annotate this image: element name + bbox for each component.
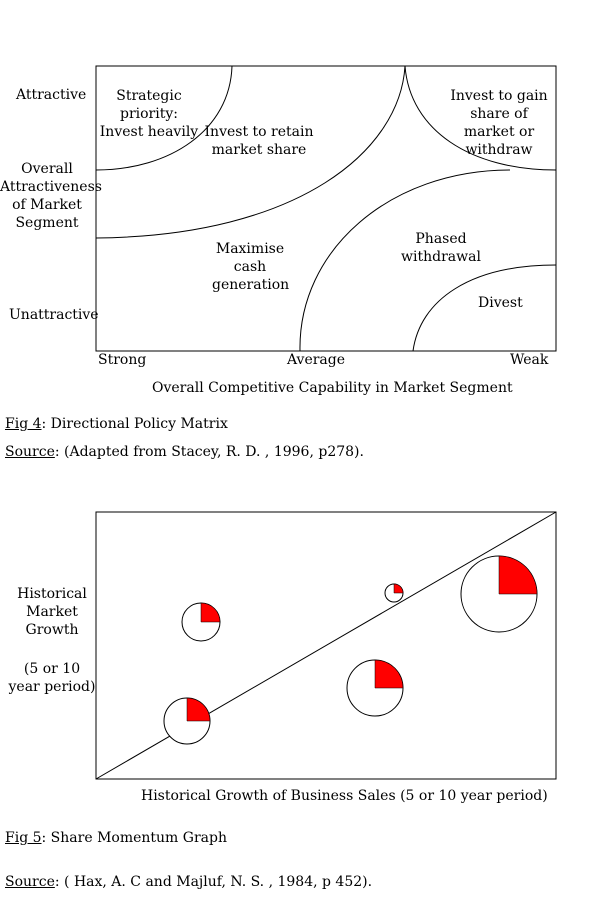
- fig5-caption: [5, 830, 227, 846]
- fig5-source-text: : ( Hax, A. C and Majluf, N. S. , 1984, p 452).: [54, 874, 373, 890]
- fig5-diagonal-line: [96, 512, 556, 779]
- region-phased-withdrawal: Phased withdrawal: [401, 231, 481, 265]
- fig5-caption-label: Fig 5: [5, 830, 42, 846]
- fig4-y-label-bottom: Unattractive: [9, 307, 99, 323]
- bubble-2: [385, 584, 403, 602]
- fig5-y-axis-title: Historical Market Growth: [17, 586, 87, 638]
- fig4-x-label-left: Strong: [98, 352, 147, 368]
- fig4-y-axis-title: Overall Attractiveness of Market Segment: [0, 161, 102, 231]
- bubble-4: [347, 660, 403, 716]
- fig5-source-label: Source: [5, 874, 55, 890]
- fig4-x-axis-title: Overall Competitive Capability in Market Segment: [152, 380, 513, 396]
- fig4-y-label-top: Attractive: [16, 87, 87, 103]
- bubble-5: [164, 698, 210, 744]
- fig5-source: [5, 874, 372, 890]
- region-invest-gain: Invest to gain share of market or withdraw: [450, 88, 548, 158]
- fig4-x-label-right: Weak: [510, 352, 549, 368]
- region-invest-retain: Invest to retain market share: [204, 124, 314, 158]
- region-maximise-cash: Maximise cash generation: [212, 241, 290, 293]
- fig4-caption-label: Fig 4: [5, 416, 42, 432]
- fig4-source-label: Source: [5, 444, 55, 460]
- fig4-caption-text: : Directional Policy Matrix: [41, 416, 228, 432]
- bubble-1: [182, 603, 220, 641]
- fig4-source-text: : (Adapted from Stacey, R. D. , 1996, p278).: [54, 444, 364, 460]
- bubble-3: [461, 556, 537, 632]
- fig4-x-label-middle: Average: [287, 352, 346, 368]
- region-strategic-priority: Strategic priority: Invest heavily: [99, 88, 199, 140]
- fig5-x-axis-title: Historical Growth of Business Sales (5 or 10 year period): [141, 788, 548, 804]
- fig4-caption: [5, 416, 228, 432]
- fig4-source: [5, 444, 364, 460]
- fig5-caption-text: : Share Momentum Graph: [41, 830, 227, 846]
- region-divest: Divest: [478, 295, 523, 311]
- fig5-y-axis-note: (5 or 10 year period): [8, 661, 96, 695]
